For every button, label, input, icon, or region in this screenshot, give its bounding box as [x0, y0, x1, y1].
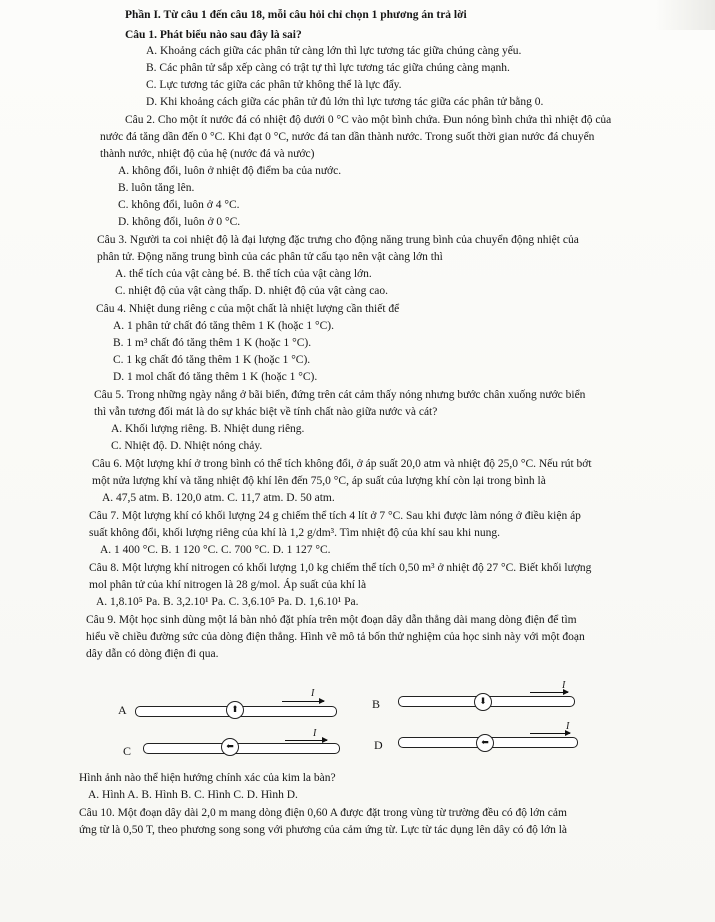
- question-5: Câu 5. Trong những ngày nắng ở bãi biển, đứng trên cát cảm thấy nóng nhưng bước chân xuống nước biển: [94, 389, 586, 401]
- figure-d-current-arrow: [530, 733, 570, 734]
- figure-c-label: C: [123, 744, 132, 758]
- question-8: Câu 8. Một lượng khí nitrogen có khối lượng 1,0 kg chiếm thể tích 0,50 m³ ở nhiệt độ 27 °C. Biết khối lượng: [89, 562, 592, 574]
- q6-options: A. 47,5 atm. B. 120,0 atm. C. 11,7 atm. D. 50 atm.: [102, 492, 335, 504]
- q7-options: A. 1 400 °C. B. 1 120 °C. C. 700 °C. D. 1 127 °C.: [100, 544, 331, 556]
- q2-option-c: C. không đổi, luôn ở 4 °C.: [118, 199, 240, 211]
- question-8-line-2: mol phân tử của khí nitrogen là 28 g/mol. Áp suất của khí là: [89, 579, 367, 591]
- figure-c-wire: [143, 743, 340, 754]
- question-6-line-2: một nửa lượng khí và tăng nhiệt độ khí lên đến 75,0 °C, áp suất của lượng khí còn lại trong bình là: [92, 475, 546, 487]
- figure-a-label: A: [118, 703, 127, 717]
- question-2: Câu 2. Cho một ít nước đá có nhiệt độ dưới 0 °C vào một bình chứa. Đun nóng bình chứa thì nhiệt độ của: [125, 114, 612, 126]
- q4-option-c: C. 1 kg chất đó tăng thêm 1 K (hoặc 1 °C).: [113, 354, 311, 366]
- q4-option-a: A. 1 phân tử chất đó tăng thêm 1 K (hoặc 1 °C).: [113, 320, 334, 332]
- figure-a-current-arrow: [282, 701, 324, 702]
- figure-a-current-label: I: [311, 688, 315, 699]
- q1-option-c: C. Lực tương tác giữa các phân tử không thể là lực đẩy.: [146, 79, 402, 91]
- question-2-line-2: nước đá tăng dần đến 0 °C. Khi đạt 0 °C, nước đá tan dần thành nước. Trong suốt thời gian nước đá chuyển: [100, 131, 595, 143]
- q2-option-b: B. luôn tăng lên.: [118, 182, 195, 194]
- figure-d-compass-icon: ⬅: [476, 734, 494, 752]
- question-10: Câu 10. Một đoạn dây dài 2,0 m mang dòng điện 0,60 A được đặt trong vùng từ trường đều có độ lớn cảm: [79, 807, 567, 819]
- q5-options-ab: A. Khối lượng riêng. B. Nhiệt dung riêng.: [111, 423, 305, 435]
- figure-d-current-label: I: [566, 721, 570, 732]
- question-5-line-2: thì vẫn tương đối mát là do sự khác biệt về tính chất nào giữa nước và cát?: [94, 406, 438, 418]
- figure-c-current-label: I: [313, 728, 317, 739]
- question-3: Câu 3. Người ta coi nhiệt độ là đại lượng đặc trưng cho động năng trung bình của chuyển động nhiệt của: [97, 234, 579, 246]
- figure-a-compass-icon: ⬆: [226, 701, 244, 719]
- q4-option-b: B. 1 m³ chất đó tăng thêm 1 K (hoặc 1 °C).: [113, 337, 312, 349]
- figure-b-compass-icon: ⬇: [474, 693, 492, 711]
- page-shadow: [655, 0, 715, 30]
- q4-option-d: D. 1 mol chất đó tăng thêm 1 K (hoặc 1 °C).: [113, 371, 318, 383]
- question-7-line-2: suất không đổi, khối lượng riêng của khí là 1,2 g/dm³. Tìm nhiệt độ của khí sau khi nung.: [89, 527, 500, 539]
- question-9: Câu 9. Một học sinh dùng một lá bàn nhỏ đặt phía trên một đoạn dây dẫn thẳng dài mang dòng điện để tìm: [86, 614, 577, 626]
- q1-option-b: B. Các phân tử sắp xếp càng có trật tự thì lực tương tác giữa chúng càng mạnh.: [146, 62, 510, 74]
- q8-options: A. 1,8.10⁵ Pa. B. 3,2.10¹ Pa. C. 3,6.10⁵ Pa. D. 1,6.10¹ Pa.: [96, 596, 359, 608]
- question-6: Câu 6. Một lượng khí ở trong bình có thể tích không đổi, ở áp suất 20,0 atm và nhiệt độ 25,0 °C. Nếu rút bớt: [92, 458, 592, 470]
- figure-d-label: D: [374, 738, 383, 752]
- question-10-line-2: ứng từ là 0,50 T, theo phương song song với phương của cảm ứng từ. Lực từ tác dụng lên dây có độ lớn là: [79, 824, 568, 836]
- figure-c-compass-icon: ⬅: [221, 738, 239, 756]
- figure-c-current-arrow: [285, 740, 327, 741]
- q2-option-a: A. không đổi, luôn ở nhiệt độ điểm ba của nước.: [118, 165, 342, 177]
- question-2-line-3: thành nước, nhiệt độ của hệ (nước đá và nước): [100, 148, 315, 160]
- figure-b-current-arrow: [530, 692, 568, 693]
- question-7: Câu 7. Một lượng khí có khối lượng 24 g chiếm thể tích 4 lít ở 7 °C. Sau khi được làm nóng ở điều kiện áp: [89, 510, 581, 522]
- section-header: Phần I. Từ câu 1 đến câu 18, mỗi câu hỏi chỉ chọn 1 phương án trả lời: [125, 9, 467, 21]
- question-1: Câu 1. Phát biểu nào sau đây là sai?: [125, 29, 302, 41]
- q5-options-cd: C. Nhiệt độ. D. Nhiệt nóng chảy.: [111, 440, 263, 452]
- q3-options-cd: C. nhiệt độ của vật càng thấp. D. nhiệt độ của vật càng cao.: [115, 285, 389, 297]
- q9-options: A. Hình A. B. Hình B. C. Hình C. D. Hình D.: [88, 789, 298, 801]
- question-4: Câu 4. Nhiệt dung riêng c của một chất là nhiệt lượng cần thiết để: [96, 303, 400, 315]
- question-9-prompt: Hình ảnh nào thể hiện hướng chính xác của kim la bàn?: [79, 772, 336, 784]
- figure-b-current-label: I: [562, 680, 566, 691]
- q1-option-d: D. Khi khoảng cách giữa các phân tử đủ lớn thì lực tương tác giữa các phân tử bằng 0.: [146, 96, 544, 108]
- question-9-line-2: hiểu về chiều đường sức của dòng điện thẳng. Hình vẽ mô tả bốn thử nghiệm của học sinh này với một đoạn: [86, 631, 585, 643]
- q3-options-ab: A. thể tích của vật càng bé. B. thể tích của vật càng lớn.: [115, 268, 372, 280]
- question-3-line-2: phân tử. Động năng trung bình của các phân tử cấu tạo nên vật càng lớn thì: [97, 251, 443, 263]
- q2-option-d: D. không đổi, luôn ở 0 °C.: [118, 216, 241, 228]
- question-9-line-3: dây dẫn có dòng điện đi qua.: [86, 648, 219, 660]
- q1-option-a: A. Khoảng cách giữa các phân tử càng lớn thì lực tương tác giữa chúng càng yếu.: [146, 45, 522, 57]
- figure-b-label: B: [372, 697, 381, 711]
